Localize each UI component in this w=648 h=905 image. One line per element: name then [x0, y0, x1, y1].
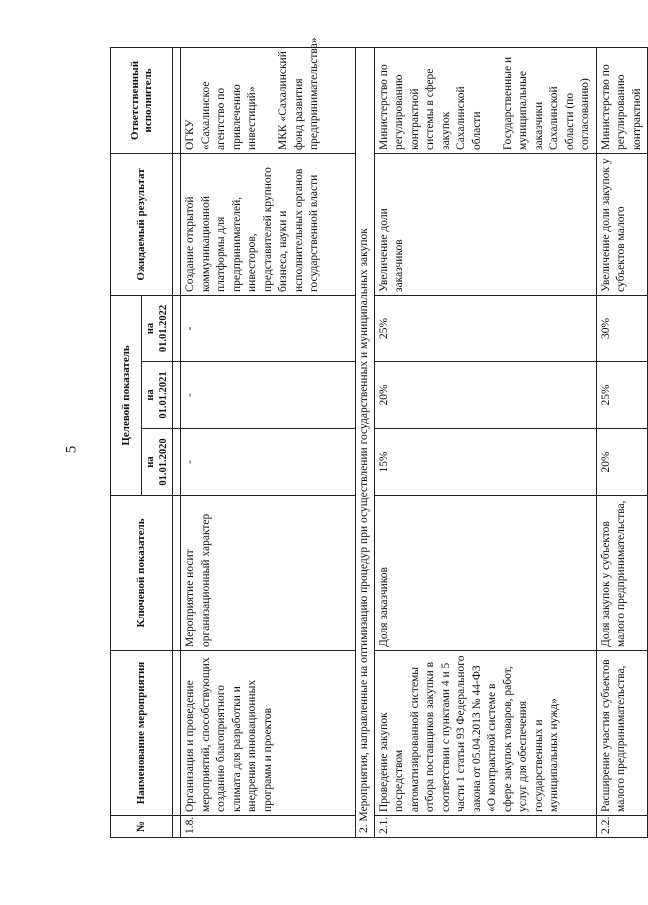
- row-value-2021: 25%: [596, 362, 648, 429]
- row-num: 2.1.: [374, 816, 596, 838]
- row-responsible: Министерство по регулированию контрактной системы в сфере закупок Сахалинской области Государственные и муниципальные заказчики Сахалинской области (по согласованию): [374, 47, 596, 153]
- table-row: [374, 47, 596, 837]
- header-date-2022: на 01.01.2022: [142, 295, 173, 361]
- header-responsible: Ответственный исполнитель: [111, 47, 173, 153]
- section-row: [356, 47, 375, 837]
- row-result: Создание открытой коммуникационной платформы для предпринимателей, инвесторов, представителей крупного бизнеса, науки и исполнительных органов государственной власти: [181, 153, 356, 295]
- row-value-2022: 30%: [596, 295, 648, 361]
- row-value-2021: 20%: [374, 362, 596, 429]
- row-name: Организация и проведение мероприятий, способствующих созданию благоприятного климата для разработки и внедрения инновационных программ и проектов: [181, 651, 356, 816]
- row-value-2020: 20%: [596, 429, 648, 496]
- measures-table: [110, 37, 648, 838]
- row-responsible: Министерство по регулированию контрактной: [596, 47, 648, 153]
- row-value-2021: -: [181, 362, 356, 429]
- row-value-2022: -: [181, 295, 356, 361]
- header-num: №: [111, 816, 173, 838]
- header-row: [111, 47, 142, 837]
- header-date-2021: на 01.01.2021: [142, 362, 173, 429]
- header-result: Ожидаемый результат: [111, 153, 173, 295]
- header-indicator: Ключевой показатель: [111, 496, 173, 651]
- row-result: Увеличение доли закупок у субъектов малого: [596, 153, 648, 295]
- page-number: 5: [63, 445, 80, 454]
- header-date-2020: на 01.01.2020: [142, 429, 173, 496]
- section-title: 2. Мероприятия, направленные на оптимизацию процедур при осуществлении государственных и муниципальных закупок: [356, 47, 375, 837]
- row-name: Расширение участия субъектов малого предпринимательства,: [596, 651, 648, 816]
- table-row: [181, 47, 356, 837]
- row-num: 2.2.: [596, 816, 648, 838]
- spacer-row: [173, 47, 181, 837]
- row-value-2020: 15%: [374, 429, 596, 496]
- row-value-2022: 25%: [374, 295, 596, 361]
- row-value-2020: -: [181, 429, 356, 496]
- row-name: Проведение закупок посредством автоматизированной системы отбора поставщиков закупки в соответствии с пунктами 4 и 5 части 1 статьи 93 Федерального закона от 05.04.2013 № 44-ФЗ «О контрактной системе в сфере закупок товаров, работ, услуг для обеспечения государственных и муниципальных нужд»: [374, 651, 596, 816]
- row-result: Увеличение доли заказчиков: [374, 153, 596, 295]
- header-target: Целевой показатель: [111, 295, 142, 495]
- row-indicator: Доля заказчиков: [374, 496, 596, 651]
- table-row: [596, 47, 648, 837]
- header-name: Наименование мероприятия: [111, 651, 173, 816]
- row-responsible: ОГКУ «Сахалинское агентство по привлечению инвестиций» МКК «Сахалинский фонд развития предпринимательства»: [181, 47, 356, 153]
- row-indicator: Доля закупок у субъектов малого предпринимательства,: [596, 496, 648, 651]
- rotated-page: [110, 37, 643, 838]
- row-num: 1.8.: [181, 816, 356, 838]
- row-indicator: Мероприятие носит организационный характер: [181, 496, 356, 651]
